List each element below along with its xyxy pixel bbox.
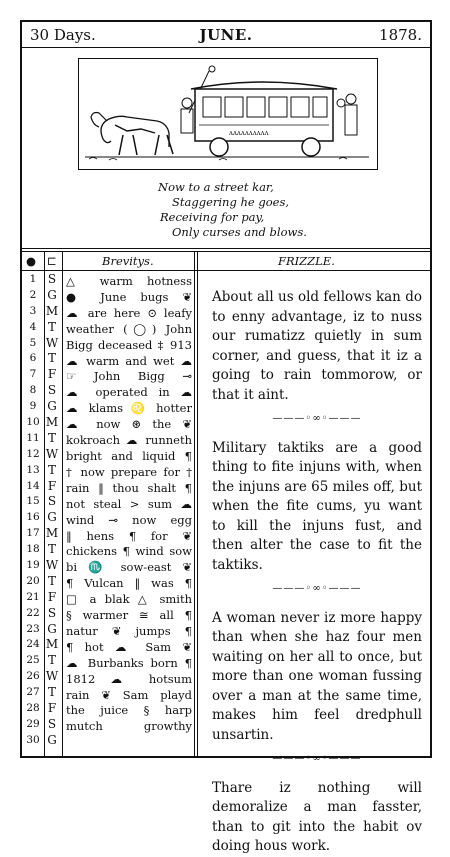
poem-line: Only curses and blows. <box>172 225 307 239</box>
brevitys-line: chickens ¶ wind sow <box>66 544 192 559</box>
date-cell: 22 <box>26 606 40 619</box>
brevitys-line: rain ❦ Sam playd <box>66 687 192 702</box>
weekday-cell: W <box>45 335 59 350</box>
days-count: 30 Days. <box>30 26 96 44</box>
weekday-cell: W <box>45 669 59 684</box>
brevitys-line: ☞ John Bigg ⊸ <box>66 369 192 384</box>
date-cell: 27 <box>26 686 40 699</box>
date-cell: 21 <box>26 590 40 603</box>
brevitys-line: △ warm hotness <box>66 274 192 288</box>
date-cell: 30 <box>26 733 40 746</box>
date-cell: 11 <box>26 431 40 444</box>
weekday-cell: G <box>47 621 57 636</box>
weekday-cell: W <box>45 558 59 573</box>
date-cell: 9 <box>29 400 37 413</box>
date-cell: 23 <box>26 622 40 635</box>
brevitys-line: bright and liquid ¶ <box>66 448 192 463</box>
poem-line: Now to a street kar, <box>158 180 274 194</box>
date-cell: 1 <box>29 273 37 285</box>
weekday-cell: T <box>47 462 56 477</box>
date-cell: 29 <box>26 717 40 730</box>
date-cell: 2 <box>29 288 37 301</box>
brevitys-line: natur ❦ jumps ¶ <box>66 623 192 638</box>
svg-text:ᴧᴧᴧᴧᴧᴧᴧᴧᴧᴧ: ᴧᴧᴧᴧᴧᴧᴧᴧᴧᴧ <box>229 129 269 137</box>
weekday-column <box>44 272 60 749</box>
date-column <box>22 272 44 749</box>
weekday-cell: T <box>47 430 56 445</box>
year: 1878. <box>379 26 422 44</box>
frizzle-header: FRIZZLE. <box>278 254 335 268</box>
date-cell: 14 <box>26 479 40 492</box>
brevitys-line: wind ⊸ now egg <box>66 512 192 527</box>
weekday-cell: S <box>47 383 57 398</box>
brevitys-header: Brevitys. <box>102 254 154 268</box>
date-cell: 5 <box>29 336 37 349</box>
streetcar-illustration <box>78 58 378 170</box>
ornament-divider: ———◦∞◦——— <box>272 583 362 594</box>
brevitys-line: ¶ hot ☁ Sam ❦ <box>66 639 192 654</box>
moon-column-header: ● <box>26 254 37 268</box>
ornament-divider: ———◦∞◦——— <box>272 753 362 764</box>
column-rule <box>62 251 63 758</box>
weekday-cell: F <box>47 367 57 382</box>
brevitys-line: ‖ hens ¶ for ❦ <box>66 528 192 543</box>
brevitys-line: the juice § harp <box>66 703 192 718</box>
brevitys-line: § warmer ≅ all ¶ <box>66 608 192 623</box>
brevitys-line: kokroach ☁ runneth <box>66 433 192 448</box>
weekday-cell: G <box>47 732 57 747</box>
date-cell: 8 <box>29 384 37 397</box>
brevitys-line: ☁ klams ♌ hotter <box>66 401 192 416</box>
weekday-cell: S <box>47 272 57 286</box>
brevitys-line: ☁ operated in ☁ <box>66 385 192 400</box>
frizzle-paragraph: Thare iz nothing will demoralize a man fasster, than to git into the habit ov doing hous work. <box>212 779 422 854</box>
brevitys-line: ☁ are here ⊙ leafy <box>66 305 192 320</box>
date-cell: 3 <box>29 304 37 317</box>
ornament-divider: ———◦∞◦——— <box>272 413 362 424</box>
weekday-cell: T <box>47 351 56 366</box>
weekday-cell: M <box>45 415 59 430</box>
date-cell: 4 <box>29 320 37 333</box>
month-title: JUNE. <box>199 26 253 44</box>
weekday-cell: M <box>45 303 59 318</box>
weekday-cell: T <box>47 653 56 668</box>
brevitys-line: ☁ Burbanks born ¶ <box>66 655 192 670</box>
date-cell: 19 <box>26 559 40 572</box>
brevitys-line: weather (◯) John <box>66 321 192 336</box>
brevitys-line: mutch growthy <box>66 719 192 734</box>
poem-line: Staggering he goes, <box>172 195 289 209</box>
weekday-cell: M <box>45 526 59 541</box>
brevitys-line: ¶ Vulcan ‖ was ¶ <box>66 576 192 591</box>
date-cell: 17 <box>26 527 40 540</box>
day-column-header: ⊏ <box>47 254 57 268</box>
date-cell: 12 <box>26 447 40 460</box>
weekday-cell: G <box>47 510 57 525</box>
brevitys-line: ● June bugs ❦ <box>66 289 192 304</box>
brevitys-line: ☁ now ⊛ the ❦ <box>66 417 192 432</box>
date-cell: 6 <box>29 352 37 365</box>
poem-line: Receiving for pay, <box>160 210 265 224</box>
brevitys-line: not steal > sum ☁ <box>66 496 192 511</box>
frizzle-paragraph: About all us old fellows kan do to enny advantage, iz to nuss our rumatizz quietly in sum corner, and guess, that it iz a going to rain tommorow, or that it aint. <box>212 289 422 403</box>
frizzle-paragraph: A woman never iz more happy than when she haz four men waiting on her all to once, but more than one woman fussing over a man at the same time, makes him feel dredphull unsartin. <box>212 609 422 743</box>
brevitys-line: Bigg deceased ‡ 913 <box>66 337 192 352</box>
weekday-cell: F <box>47 589 57 604</box>
column-rule <box>197 251 198 758</box>
weekday-cell: S <box>47 716 57 731</box>
date-cell: 20 <box>26 574 40 587</box>
date-cell: 13 <box>26 463 40 476</box>
date-cell: 25 <box>26 654 40 667</box>
streetcar-drawing <box>79 59 376 168</box>
date-cell: 10 <box>26 416 40 429</box>
weekday-cell: S <box>47 494 57 509</box>
weekday-cell: T <box>47 573 56 588</box>
date-cell: 15 <box>26 495 40 508</box>
weekday-cell: T <box>47 685 56 700</box>
weekday-cell: S <box>47 605 57 620</box>
divider <box>22 251 430 252</box>
almanac-page <box>20 20 432 854</box>
column-rule <box>194 251 195 758</box>
date-cell: 28 <box>26 702 40 715</box>
poem <box>22 180 430 240</box>
date-cell: 24 <box>26 638 40 651</box>
date-cell: 26 <box>26 670 40 683</box>
frizzle-paragraph: Military taktiks are a good thing to fite injuns with, when the injuns are 65 miles off, but when the fite cums, yu want to kill the injuns fust, and then alter the case to fit the taktiks. <box>212 439 422 573</box>
brevitys-line: † now prepare for † <box>66 464 192 479</box>
page-header <box>22 22 430 48</box>
weekday-cell: F <box>47 701 57 716</box>
date-cell: 16 <box>26 511 40 524</box>
weekday-cell: G <box>47 287 57 302</box>
date-cell: 7 <box>29 368 37 381</box>
brevitys-line: ☁ warm and wet ☁ <box>66 353 192 368</box>
weekday-cell: T <box>47 319 56 334</box>
weekday-cell: W <box>45 446 59 461</box>
frizzle-column <box>212 288 422 857</box>
brevitys-line: bi ♏ sow-east ❦ <box>66 560 192 575</box>
divider <box>22 270 430 271</box>
weekday-cell: M <box>45 637 59 652</box>
brevitys-column <box>66 274 192 735</box>
brevitys-line: rain ‖ thou shalt ¶ <box>66 480 192 495</box>
brevitys-line: □ a blak △ smith <box>66 592 192 607</box>
weekday-cell: G <box>47 399 57 414</box>
weekday-cell: F <box>47 478 57 493</box>
weekday-cell: T <box>47 542 56 557</box>
divider <box>22 248 430 249</box>
date-cell: 18 <box>26 543 40 556</box>
brevitys-line: 1812 ☁ hotsum <box>66 671 192 686</box>
